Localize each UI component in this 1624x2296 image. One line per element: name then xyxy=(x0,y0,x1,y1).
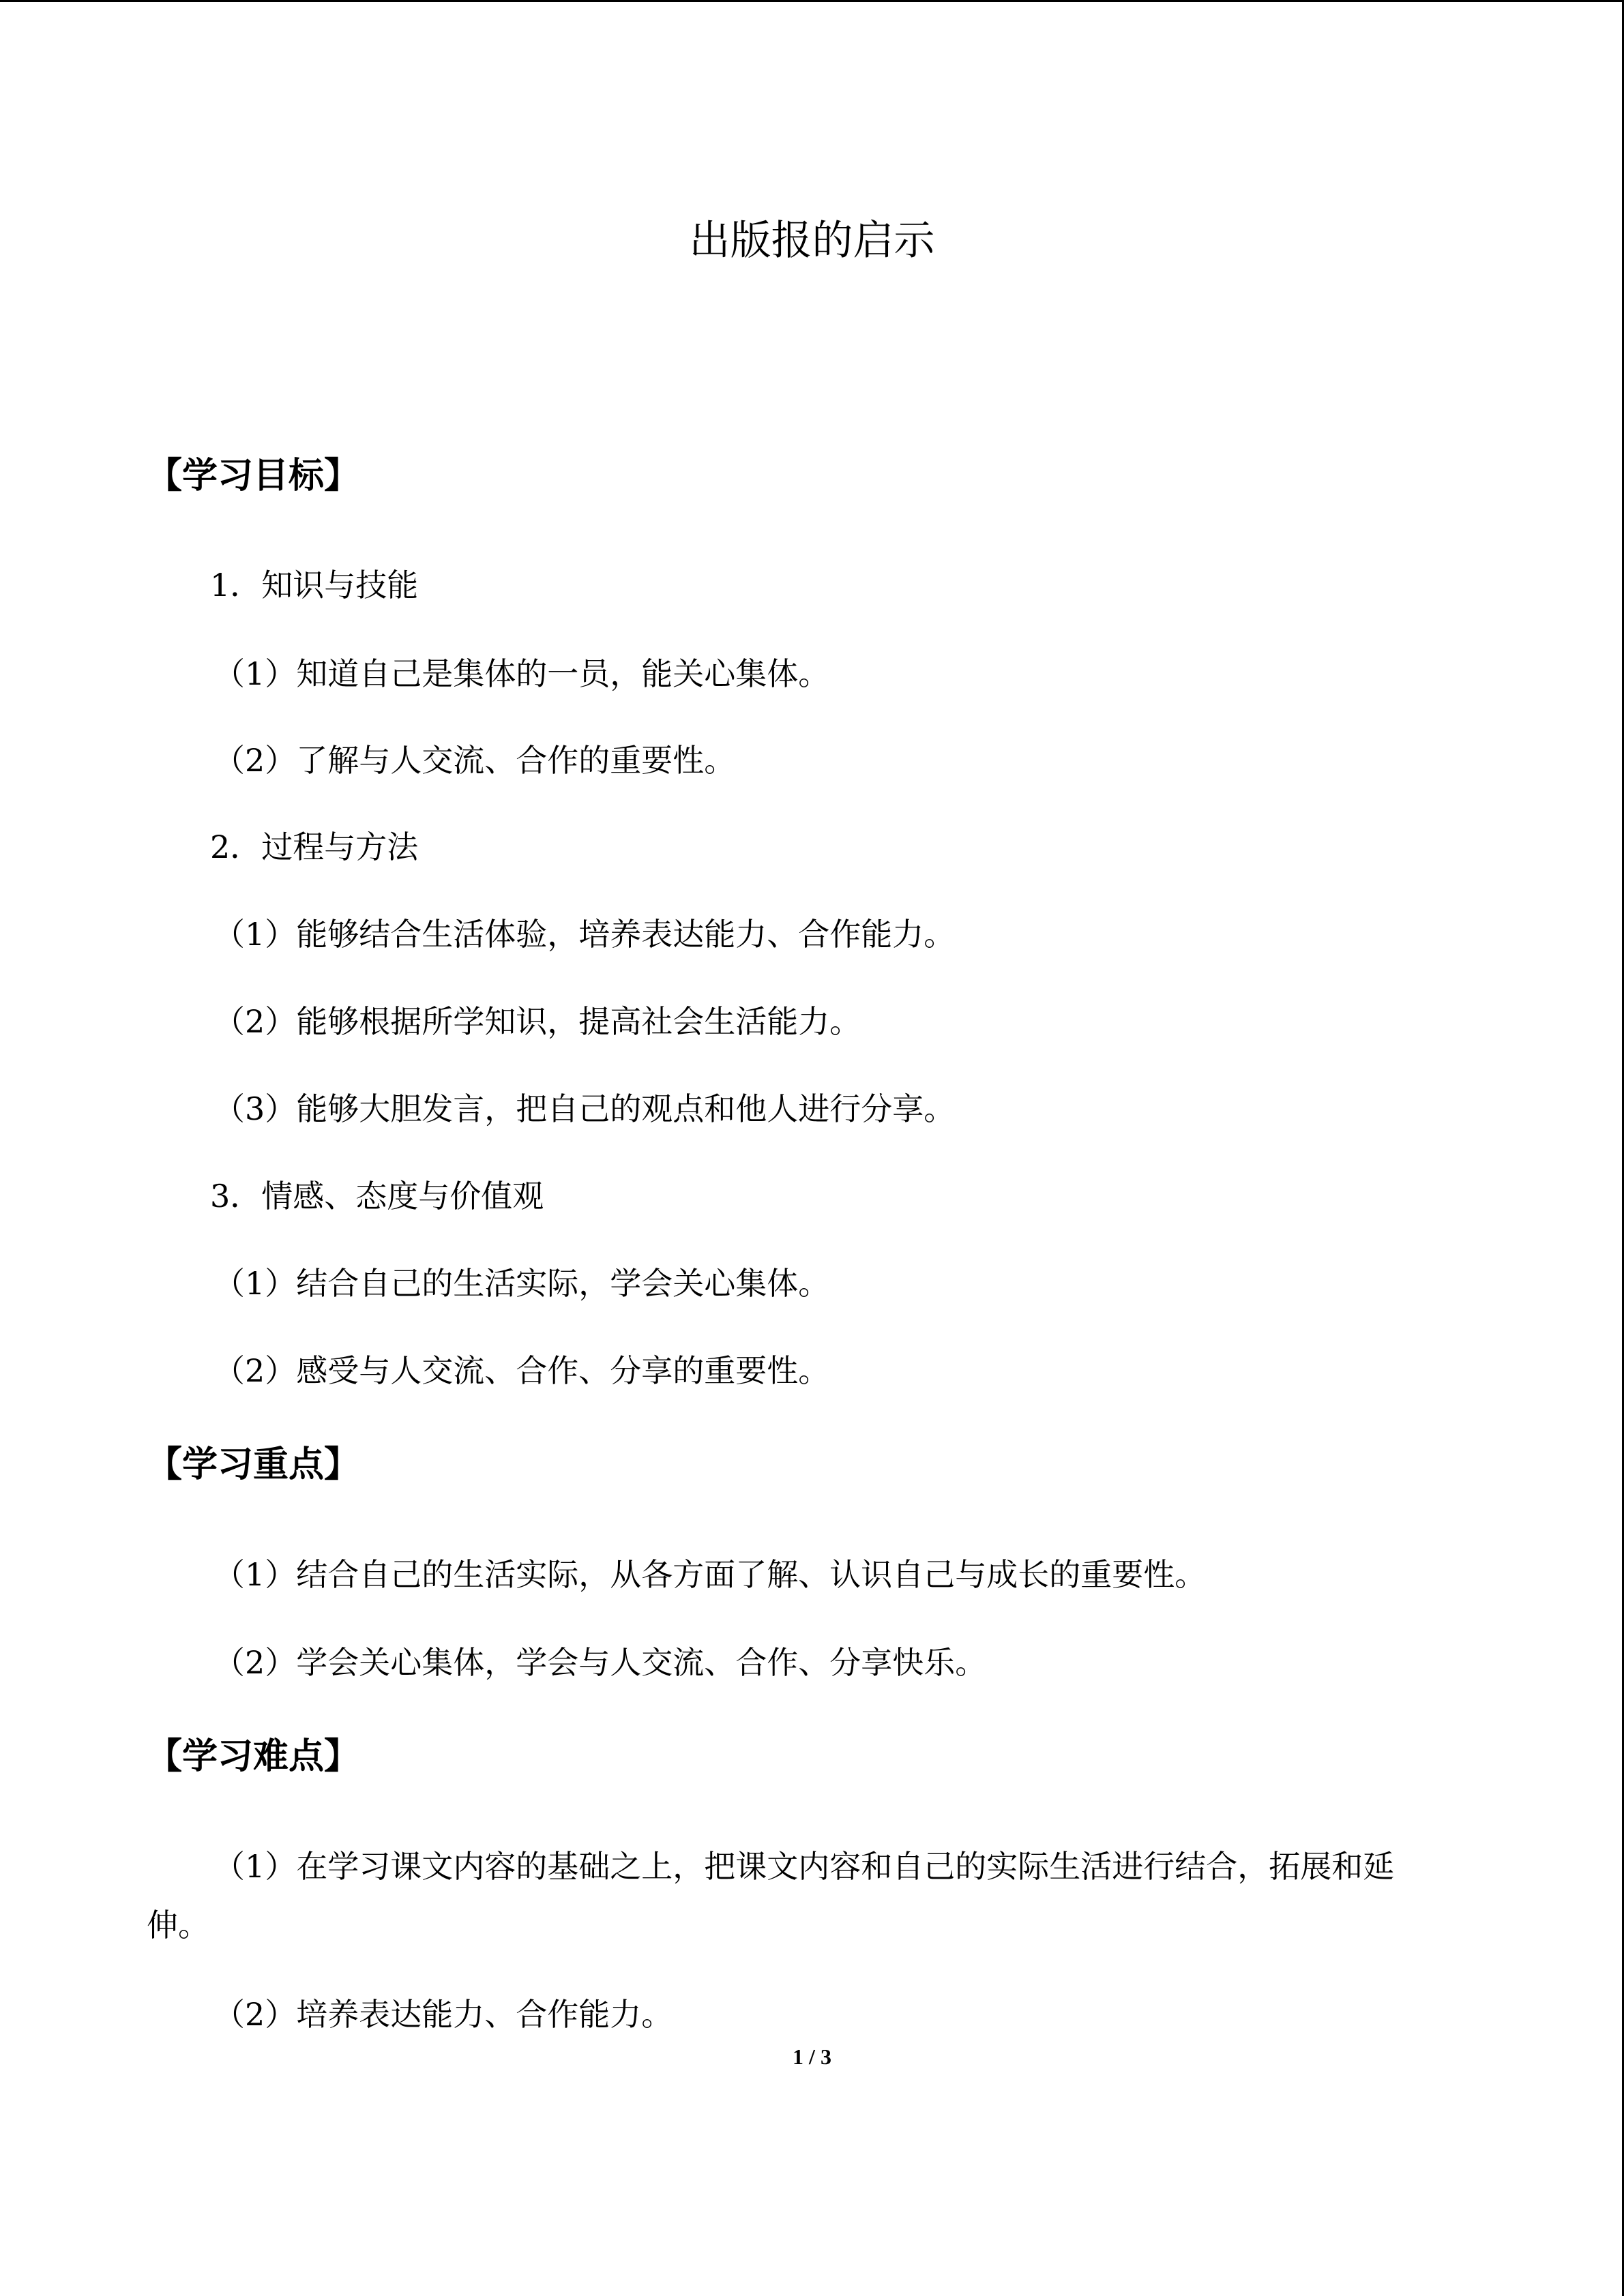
difficulty-line: （2）培养表达能力、合作能力。 xyxy=(213,1996,673,2033)
objective-line: （1）能够结合生活体验，培养表达能力、合作能力。 xyxy=(213,916,956,953)
document-title: 出版报的启示 xyxy=(689,217,935,265)
objective-line: （2）能够根据所学知识，提高社会生活能力。 xyxy=(213,1003,861,1040)
key-point-line: （2）学会关心集体，学会与人交流、合作、分享快乐。 xyxy=(213,1644,987,1681)
key-point-line: （1）结合自己的生活实际，从各方面了解、认识自己与成长的重要性。 xyxy=(213,1556,1207,1593)
section-heading-key-points: 【学习重点】 xyxy=(147,1444,360,1485)
objective-line: （2）了解与人交流、合作的重要性。 xyxy=(213,742,736,779)
difficulty-line-continuation: 伸。 xyxy=(147,1907,209,1943)
objective-line: 3．情感、态度与价值观 xyxy=(210,1178,544,1214)
page-number: 1 / 3 xyxy=(793,2044,831,2069)
objective-line: 1．知识与技能 xyxy=(210,567,419,603)
objective-line: （1）知道自己是集体的一员，能关心集体。 xyxy=(213,655,830,692)
objective-line: （1）结合自己的生活实际，学会关心集体。 xyxy=(213,1265,830,1302)
objective-line: （2）感受与人交流、合作、分享的重要性。 xyxy=(213,1352,830,1389)
difficulty-line: （1）在学习课文内容的基础之上，把课文内容和自己的实际生活进行结合，拓展和延 xyxy=(213,1848,1395,1885)
objective-line: （3）能够大胆发言，把自己的观点和他人进行分享。 xyxy=(213,1090,956,1127)
section-heading-difficulties: 【学习难点】 xyxy=(147,1736,360,1777)
section-heading-objectives: 【学习目标】 xyxy=(147,456,360,496)
objective-line: 2．过程与方法 xyxy=(210,829,419,865)
